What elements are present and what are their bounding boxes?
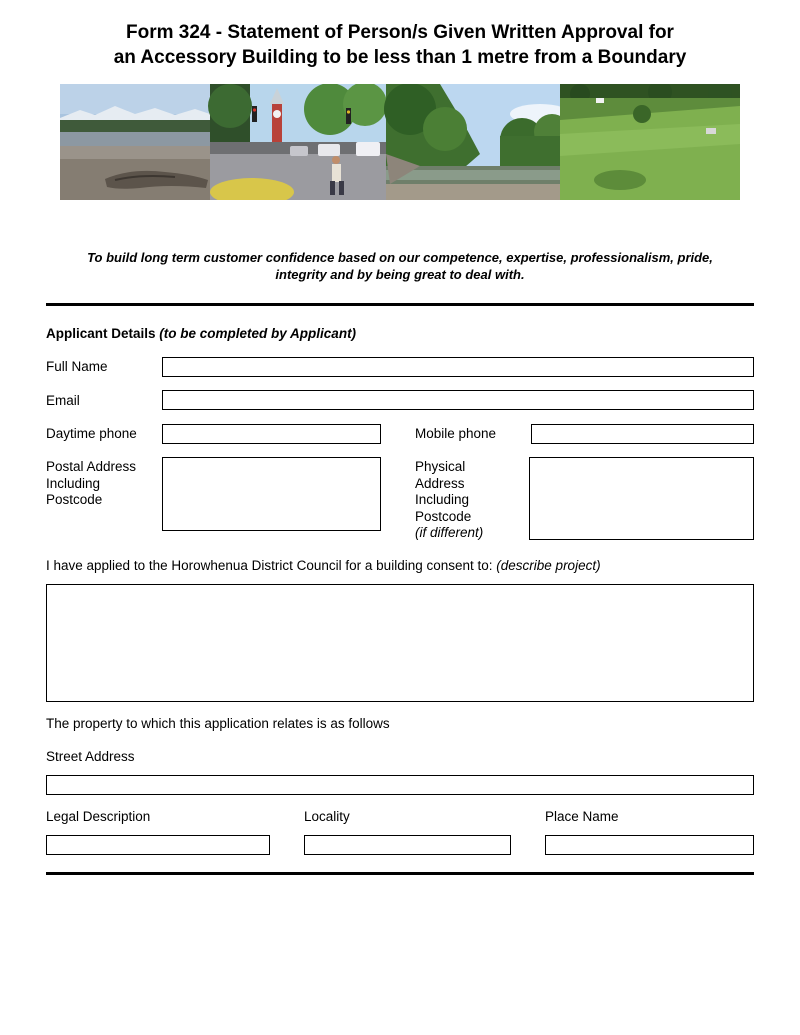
applicant-section-note: (to be completed by Applicant) <box>159 326 357 341</box>
physical-address-label <box>415 459 483 542</box>
beach-photo <box>60 84 210 200</box>
place-name-label: Place Name <box>545 809 619 824</box>
full-name-field[interactable] <box>162 357 754 377</box>
form-title <box>40 20 760 70</box>
legal-description-label: Legal Description <box>46 809 151 824</box>
physical-address-field[interactable] <box>529 457 754 540</box>
physical-label-line-3: Including <box>415 492 470 507</box>
email-label: Email <box>46 393 80 408</box>
locality-field[interactable] <box>304 835 511 855</box>
form-title-line-1: Form 324 - Statement of Person/s Given Written Approval for <box>126 22 674 43</box>
consent-statement <box>46 558 601 575</box>
daytime-phone-label: Daytime phone <box>46 426 137 441</box>
locality-label: Locality <box>304 809 350 824</box>
form-title-line-2: an Accessory Building to be less than 1 metre from a Boundary <box>113 47 687 68</box>
physical-label-note: (if different) <box>415 525 484 540</box>
bottom-divider <box>46 872 754 875</box>
farmland-photo <box>560 84 740 200</box>
town-street-photo <box>208 84 387 200</box>
postal-address-label <box>46 459 136 509</box>
river-photo <box>384 84 570 200</box>
property-intro: The property to which this application relates is as follows <box>46 716 390 731</box>
postal-label-line-3: Postcode <box>46 492 103 507</box>
street-address-field[interactable] <box>46 775 754 795</box>
banner-photo-strip <box>60 84 740 200</box>
mobile-phone-label: Mobile phone <box>415 426 497 441</box>
physical-label-line-2: Address <box>415 475 465 491</box>
consent-text: I have applied to the Horowhenua District Council for a building consent to: <box>46 558 493 573</box>
postal-label-line-2: Including <box>46 475 101 491</box>
physical-label-line-4: Postcode <box>415 508 472 524</box>
applicant-section-heading <box>46 326 356 343</box>
consent-note: (describe project) <box>496 558 601 573</box>
physical-label-line-1: Physical <box>415 459 466 474</box>
street-address-label: Street Address <box>46 749 135 764</box>
project-description-field[interactable] <box>46 584 754 702</box>
applicant-section-title: Applicant Details <box>46 326 156 341</box>
place-name-field[interactable] <box>545 835 754 855</box>
mission-tagline <box>40 249 760 283</box>
legal-description-field[interactable] <box>46 835 270 855</box>
postal-label-line-1: Postal Address <box>46 459 137 474</box>
daytime-phone-field[interactable] <box>162 424 381 444</box>
mobile-phone-field[interactable] <box>531 424 754 444</box>
email-field[interactable] <box>162 390 754 410</box>
full-name-label: Full Name <box>46 359 108 374</box>
tagline-line-1: To build long term customer confidence based on our competence, expertise, professionalism, pride, <box>87 250 713 265</box>
tagline-line-2: integrity and by being great to deal with. <box>275 267 525 282</box>
top-divider <box>46 303 754 306</box>
postal-address-field[interactable] <box>162 457 381 531</box>
